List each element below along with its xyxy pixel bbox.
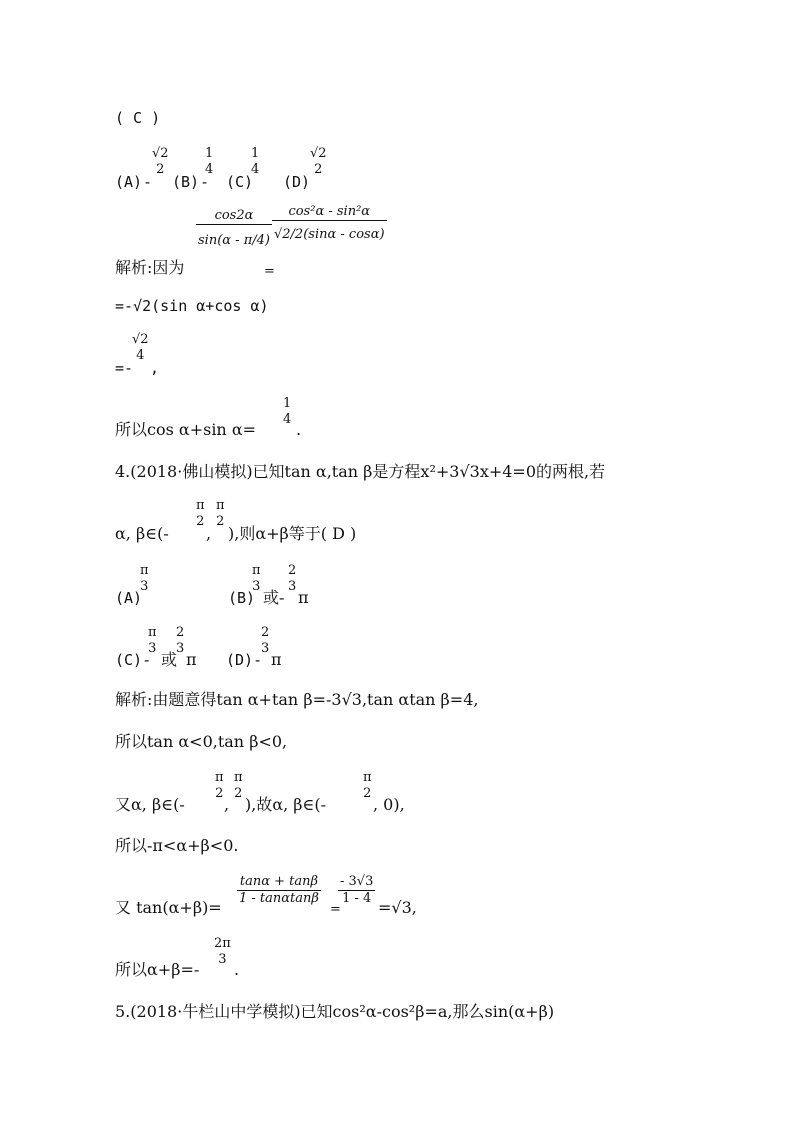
question-4-stem2-prefix: α, β∈(- — [115, 524, 169, 543]
sol3-frac-2 — [232, 770, 245, 802]
equals-sign: = — [264, 264, 275, 279]
option-c-fraction — [249, 146, 261, 178]
fraction-numerator: √2 — [132, 332, 149, 347]
fraction-numerator: 2 — [261, 625, 270, 640]
q4-option-c-label: (C)- — [115, 651, 152, 669]
stem2-frac-2 — [214, 498, 227, 530]
fraction-numerator: tanα + tanβ — [239, 874, 319, 889]
option-d-fraction — [308, 146, 329, 178]
fraction-denominator: 1 - tanαtanβ — [239, 891, 319, 906]
sol5-equals: = — [330, 902, 341, 917]
option-b-label: (B) — [172, 173, 200, 191]
sol5-fraction-1 — [237, 874, 321, 907]
option-d-label: (D) — [283, 173, 311, 191]
fraction-denominator: 2 — [363, 786, 372, 801]
fraction-numerator: √2 — [310, 146, 327, 161]
fraction-numerator: 2 — [176, 625, 185, 640]
fraction-numerator: π — [234, 770, 243, 785]
fraction-numerator: π — [216, 498, 225, 513]
q4-solution-line-2: 所以tan α<0,tan β<0, — [115, 732, 288, 751]
solution-fraction-2 — [272, 204, 387, 243]
solution-line-3-suffix: , — [150, 359, 160, 377]
q4-solution-line-6-prefix: 所以α+β=- — [115, 960, 200, 979]
solution-line-4-fraction — [281, 396, 293, 428]
fraction-denominator: sin(α - π/4) — [198, 233, 270, 248]
option-a-fraction — [150, 146, 171, 178]
stem2-comma: , — [206, 524, 212, 543]
q4-option-d-label: (D)- — [226, 651, 263, 669]
sol3-frac-3 — [361, 770, 374, 802]
fraction-denominator: 4 — [283, 412, 292, 427]
fraction-denominator: 2 — [216, 514, 225, 529]
solution-prefix: 解析:因为 — [115, 258, 185, 277]
sol3-comma: , — [224, 795, 230, 814]
fraction-denominator: 2 — [156, 162, 165, 177]
fraction-denominator: 3 — [140, 579, 149, 594]
fraction-denominator: 2 — [215, 786, 224, 801]
question-4-stem: 4.(2018·佛山模拟)已知tan α,tan β是方程x²+3√3x+4=0的两根,若 — [115, 462, 606, 481]
q4-option-b-fraction-1 — [250, 563, 263, 595]
q4-solution-line-1: 解析:由题意得tan α+tan β=-3√3,tan αtan β=4, — [115, 690, 479, 709]
answer-line: ( C ) — [115, 109, 161, 127]
q4-option-c-pi: π — [186, 650, 197, 669]
fraction-denominator: 2 — [234, 786, 243, 801]
stem2-frac-1 — [194, 498, 207, 530]
q4-solution-line-4: 所以-π<α+β<0. — [115, 836, 239, 855]
option-b-fraction — [203, 146, 215, 178]
q4-option-b-fraction-2 — [286, 563, 298, 595]
fraction-numerator: π — [363, 770, 372, 785]
fraction-denominator: 3 — [218, 952, 227, 967]
question-5-stem: 5.(2018·牛栏山中学模拟)已知cos²α-cos²β=a,那么sin(α+β) — [115, 1002, 555, 1021]
q4-option-c-fraction-2 — [174, 625, 186, 657]
fraction-denominator: 1 - 4 — [342, 891, 372, 906]
fraction-denominator: 3 — [252, 579, 261, 594]
q4-option-b-mid: 或- — [263, 588, 285, 607]
fraction-denominator: 3 — [288, 579, 297, 594]
q4-solution-line-6-suffix: . — [234, 960, 240, 979]
sol6-fraction — [212, 936, 233, 968]
q4-option-a-fraction — [138, 563, 151, 595]
option-a-label: (A) — [115, 173, 143, 191]
fraction-numerator: 1 — [251, 146, 260, 161]
q4-option-c-mid: 或 — [161, 650, 178, 669]
option-c-label: (C) — [226, 173, 254, 191]
q4-option-a-label: (A) — [115, 589, 143, 607]
solution-line-2: =-√2(sin α+cos α) — [115, 297, 269, 315]
q4-solution-line-3-suffix: , 0), — [373, 795, 405, 814]
fraction-numerator: π — [148, 625, 157, 640]
solution-line-3-prefix: =- — [115, 359, 134, 377]
fraction-numerator: √2 — [152, 146, 169, 161]
fraction-numerator: 2π — [214, 936, 231, 951]
q4-option-b-pi: π — [298, 588, 309, 607]
q4-option-b-label: (B) — [228, 589, 256, 607]
fraction-denominator: 2 — [314, 162, 323, 177]
fraction-numerator: cos2α — [214, 208, 254, 223]
fraction-numerator: π — [140, 563, 149, 578]
option-a-sign: - — [143, 173, 153, 191]
q4-option-d-pi: π — [271, 650, 282, 669]
sol5-fraction-2 — [338, 874, 375, 907]
fraction-numerator: 1 — [205, 146, 214, 161]
fraction-denominator: 3 — [176, 641, 185, 656]
fraction-denominator: 4 — [136, 348, 145, 363]
solution-fraction-1 — [196, 208, 272, 249]
q4-solution-line-3-mid: ),故α, β∈(- — [245, 795, 327, 814]
solution-line-4-prefix: 所以cos α+sin α= — [115, 420, 257, 439]
option-b-sign: - — [200, 173, 210, 191]
q4-option-c-fraction-1 — [146, 625, 159, 657]
fraction-denominator: √2/2(sinα - cosα) — [274, 227, 385, 242]
fraction-denominator: 2 — [196, 514, 205, 529]
q4-solution-line-3-prefix: 又α, β∈(- — [115, 795, 185, 814]
solution-line-3-fraction — [130, 332, 151, 364]
q4-option-d-fraction — [259, 625, 271, 657]
fraction-denominator: 3 — [148, 641, 157, 656]
fraction-numerator: π — [252, 563, 261, 578]
fraction-numerator: π — [196, 498, 205, 513]
solution-line-4-suffix: . — [296, 420, 302, 439]
fraction-numerator: cos²α - sin²α — [288, 204, 371, 219]
q4-solution-line-5-prefix: 又 tan(α+β)= — [115, 898, 222, 917]
fraction-denominator: 4 — [205, 162, 214, 177]
fraction-numerator: - 3√3 — [340, 874, 374, 889]
fraction-numerator: 2 — [288, 563, 297, 578]
fraction-numerator: π — [215, 770, 224, 785]
question-4-stem2-suffix: ),则α+β等于( D ) — [228, 524, 357, 543]
q4-solution-line-5-suffix: =√3, — [378, 898, 417, 917]
fraction-numerator: 1 — [283, 396, 292, 411]
fraction-denominator: 3 — [261, 641, 270, 656]
fraction-denominator: 4 — [251, 162, 260, 177]
